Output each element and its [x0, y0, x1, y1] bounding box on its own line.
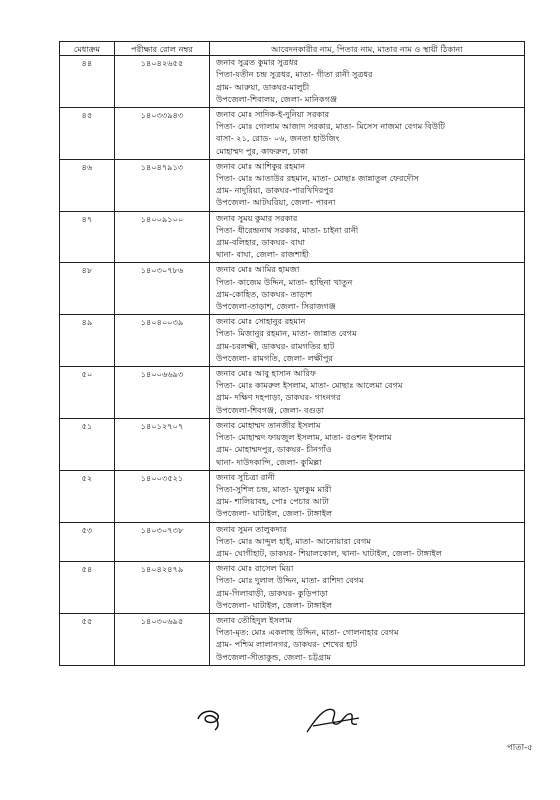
applicant-detail-line: পিতা- কাজেম উদ্দিন, মাতা- হাছিনা খাতুন: [216, 276, 353, 287]
applicant-detail-line: উপজেলা-শিবগঞ্জ, জেলা- বগুড়া: [216, 404, 325, 415]
applicant-detail-line: উপজেলা-তাড়াশ, জেলা- সিরাজগঞ্জ: [216, 301, 336, 312]
table-row: [60, 562, 525, 614]
applicant-detail-line: উপজেলা- আটঘরিয়া, জেলা- পাবনা: [216, 197, 336, 208]
applicant-details-cell: [210, 613, 525, 665]
table-header-row: [60, 42, 525, 56]
merit-rank-cell: ৪৬: [60, 159, 115, 211]
table-row: [60, 159, 525, 211]
merit-rank-cell: ৪৯: [60, 315, 115, 367]
applicant-detail-line: গ্রাম- দক্ষিণ দহপাড়া, ডাকঘর- গাংনগর: [216, 392, 341, 403]
applicant-detail-line: পিতা- মোঃ আব্দুল হাই, মাতা- আনোয়ারা বেগম: [216, 535, 371, 546]
applicant-detail-line: থানা- বাঘা, জেলা- রাজশাহী: [216, 249, 309, 260]
applicant-detail-line: পিতা-মৃত: মোঃ একলাছ উদ্দিন, মাতা- গোলনাহার বেগম: [216, 627, 399, 638]
signature-right: [303, 700, 365, 738]
applicant-name: জনাব মোঃ রাসেল মিয়া: [216, 563, 294, 574]
table-row: [60, 56, 525, 108]
applicant-detail-line: উপজেলা- ঘাটাইল, জেলা- টাঙ্গাইল: [216, 599, 333, 610]
applicant-detail-line: গ্রাম- ঘোগীহাট, ডাকঘর- শিয়ালকোল, থানা- ঘাটাইল, জেলা- টাঙ্গাইল: [216, 547, 442, 558]
merit-rank-cell: ৫৫: [60, 613, 115, 665]
applicant-details-cell: [210, 367, 525, 419]
applicant-detail-line: উপজেলা- ঘাটাইল, জেলা- টাঙ্গাইল: [216, 508, 333, 519]
roll-number-cell: ১৪০৩০৭৮৬: [115, 263, 210, 315]
roll-number-cell: ১৪০০৯১০০: [115, 211, 210, 263]
merit-rank-cell: ৪৮: [60, 263, 115, 315]
applicant-name: জনাব মোঃ সাদিক-ই-দুনিয়া সরকার: [216, 109, 330, 120]
applicant-details-cell: [210, 159, 525, 211]
applicant-detail-line: পিতা- মোঃ কামরুল ইসলাম, মাতা- মোছাঃ আলেমা বেগম: [216, 380, 403, 391]
applicant-details-cell: [210, 315, 525, 367]
applicant-name: জনাব মোঃ আবু হাসান আরিফ: [216, 368, 316, 379]
applicant-details-cell: [210, 56, 525, 108]
roll-number-cell: ১৪০৩০৬৯৫: [115, 613, 210, 665]
merit-rank-cell: ৪৫: [60, 108, 115, 160]
applicant-detail-line: গ্রাম- শালিয়াবহ, পোঃ পেচার আটা: [216, 496, 329, 507]
roll-number-cell: ১৪০১২৭০৭: [115, 418, 210, 470]
applicant-detail-line: বাসা- ২১, রোড- ০৬, জনতা হাউজিং: [216, 133, 340, 144]
table-row: [60, 522, 525, 562]
merit-rank-cell: ৫২: [60, 470, 115, 522]
applicant-name: জনাব সুচিত্রা রানী: [216, 471, 276, 482]
merit-rank-cell: ৫৪: [60, 562, 115, 614]
applicant-detail-line: উপজেলা-সীতাকুন্ড, জেলা- চট্টগ্রাম: [216, 651, 332, 662]
roll-number-cell: ১৪০০৬৬৯৩: [115, 367, 210, 419]
roll-number-cell: ১৪০৩৩৯৪৩: [115, 108, 210, 160]
applicant-details-cell: [210, 108, 525, 160]
roll-number-cell: ১৪০৪৭৯১৩: [115, 159, 210, 211]
applicant-detail-line: মোহাম্মদ পুর, কাফরুল, ঢাকা: [216, 145, 308, 156]
header-merit-rank: মেধাক্রম: [60, 42, 115, 56]
applicant-detail-line: পিতা-যতীন চন্দ্র সুত্রধর, মাতা- গীতা রানী সুত্রধর: [216, 69, 373, 80]
applicant-name: জনাব মোহাম্মদ তানজীর ইসলাম: [216, 419, 321, 430]
applicant-detail-line: থানা- দাউদকান্দি, জেলা- কুমিল্লা: [216, 456, 322, 467]
applicant-details-cell: [210, 263, 525, 315]
table-row: [60, 315, 525, 367]
applicant-name: জনাব মোঃ আমির হামজা: [216, 264, 300, 275]
header-roll-number: পরীক্ষার রোল নম্বর: [115, 42, 210, 56]
table-row: [60, 418, 525, 470]
applicant-detail-line: গ্রাম- আরুয়া, ডাকঘর-মালুচী: [216, 81, 310, 92]
applicant-detail-line: উপজেলা- রামগতি, জেলা- লক্ষীপুর: [216, 352, 333, 363]
applicant-name: জনাব সুমন তালুকদার: [216, 523, 287, 534]
applicant-detail-line: পিতা- মোঃ গোলাম আজাদ সরকার, মাতা- মিসেস নাজমা বেগম বিউটি: [216, 121, 445, 132]
applicant-detail-line: গ্রাম- পশ্চিম লালানগর, ডাকঘর- শেখের হাট: [216, 639, 358, 650]
page-number: পাতা-৫: [507, 743, 533, 753]
applicant-details-cell: [210, 418, 525, 470]
table-row: [60, 470, 525, 522]
roll-number-cell: ১৪০৪০০৩৯: [115, 315, 210, 367]
applicant-detail-line: উপজেলা-শিবালয়, জেলা- মানিকগঞ্জ: [216, 93, 338, 104]
table-row: [60, 613, 525, 665]
applicant-details-cell: [210, 562, 525, 614]
applicant-name: জনাব মোঃ সোহানুর রহমান: [216, 316, 306, 327]
merit-rank-cell: ৪৪: [60, 56, 115, 108]
applicant-detail-line: পিতা- মিজানুর রহমান, মাতা- জান্নাত বেগম: [216, 328, 357, 339]
applicant-detail-line: গ্রাম-চরলক্ষ্মী, ডাকঘর- রামগতির হাট: [216, 340, 335, 351]
roll-number-cell: ১৪০৪২৪৭৯: [115, 562, 210, 614]
applicant-name: জনাব মোঃ আশিকুর রহমান: [216, 160, 306, 171]
applicant-detail-line: পিতা- ধীরেন্দ্রনাথ সরকার, মাতা- চাইনা রানী: [216, 224, 359, 235]
applicant-name: জনাব তৌহিদুল ইসলাম: [216, 614, 292, 625]
applicant-detail-line: গ্রাম- মোহাম্মদপুর, ডাকঘর- চীনগাঁও: [216, 444, 332, 455]
applicant-details-cell: [210, 470, 525, 522]
applicant-detail-line: গ্রাম- নাদুরিয়া, ডাকঘর-পারখিদিরপুর: [216, 185, 334, 196]
table-row: [60, 263, 525, 315]
applicant-detail-line: পিতা-সুশিল চন্দ্র, মাতা- যুলকুম মারী: [216, 483, 332, 494]
applicant-details-cell: [210, 211, 525, 263]
roll-number-cell: ১৪০০৩৫২১: [115, 470, 210, 522]
applicant-detail-line: পিতা- মোঃ আতাউর রহমান, মাতা- মোছাঃ জান্নাতুল ফেরদৌস: [216, 173, 419, 184]
merit-rank-cell: ৫০: [60, 367, 115, 419]
table-row: [60, 108, 525, 160]
applicant-detail-line: গ্রাম-কোহিত, ডাকঘর- তাড়াশ: [216, 288, 313, 299]
merit-rank-cell: ৫৩: [60, 522, 115, 562]
merit-rank-cell: ৫১: [60, 418, 115, 470]
applicant-detail-line: গ্রাম-গিলাবাড়ী, ডাকঘর- কুড়িপাড়া: [216, 587, 328, 598]
roll-number-cell: ১৪০৩০৭৩৮: [115, 522, 210, 562]
applicant-name: জনাব সুব্রত কুমার সুত্রধর: [216, 57, 298, 68]
signature-left: [193, 705, 229, 735]
table-row: [60, 367, 525, 419]
merit-rank-cell: ৪৭: [60, 211, 115, 263]
applicant-name: জনাব সুময় কুমার সরকার: [216, 212, 298, 223]
applicant-detail-line: পিতা- মোহাম্মদ ফায়জুল ইসলাম, মাতা- রওশন ইসলাম: [216, 432, 392, 443]
roll-number-cell: ১৪০৪২৬৫৫: [115, 56, 210, 108]
applicant-detail-line: গ্রাম-বলিহার, ডাকঘর- বাঘা: [216, 237, 306, 248]
candidate-table: [59, 41, 525, 666]
applicant-detail-line: পিতা- মোঃ দুলাল উদ্দিন, মাতা- রাশিদা বেগম: [216, 575, 364, 586]
header-applicant-details: আবেদনকারীর নাম, পিতার নাম, মাতার নাম ও স্থায়ী ঠিকানা: [210, 42, 525, 56]
table-row: [60, 211, 525, 263]
applicant-details-cell: [210, 522, 525, 562]
